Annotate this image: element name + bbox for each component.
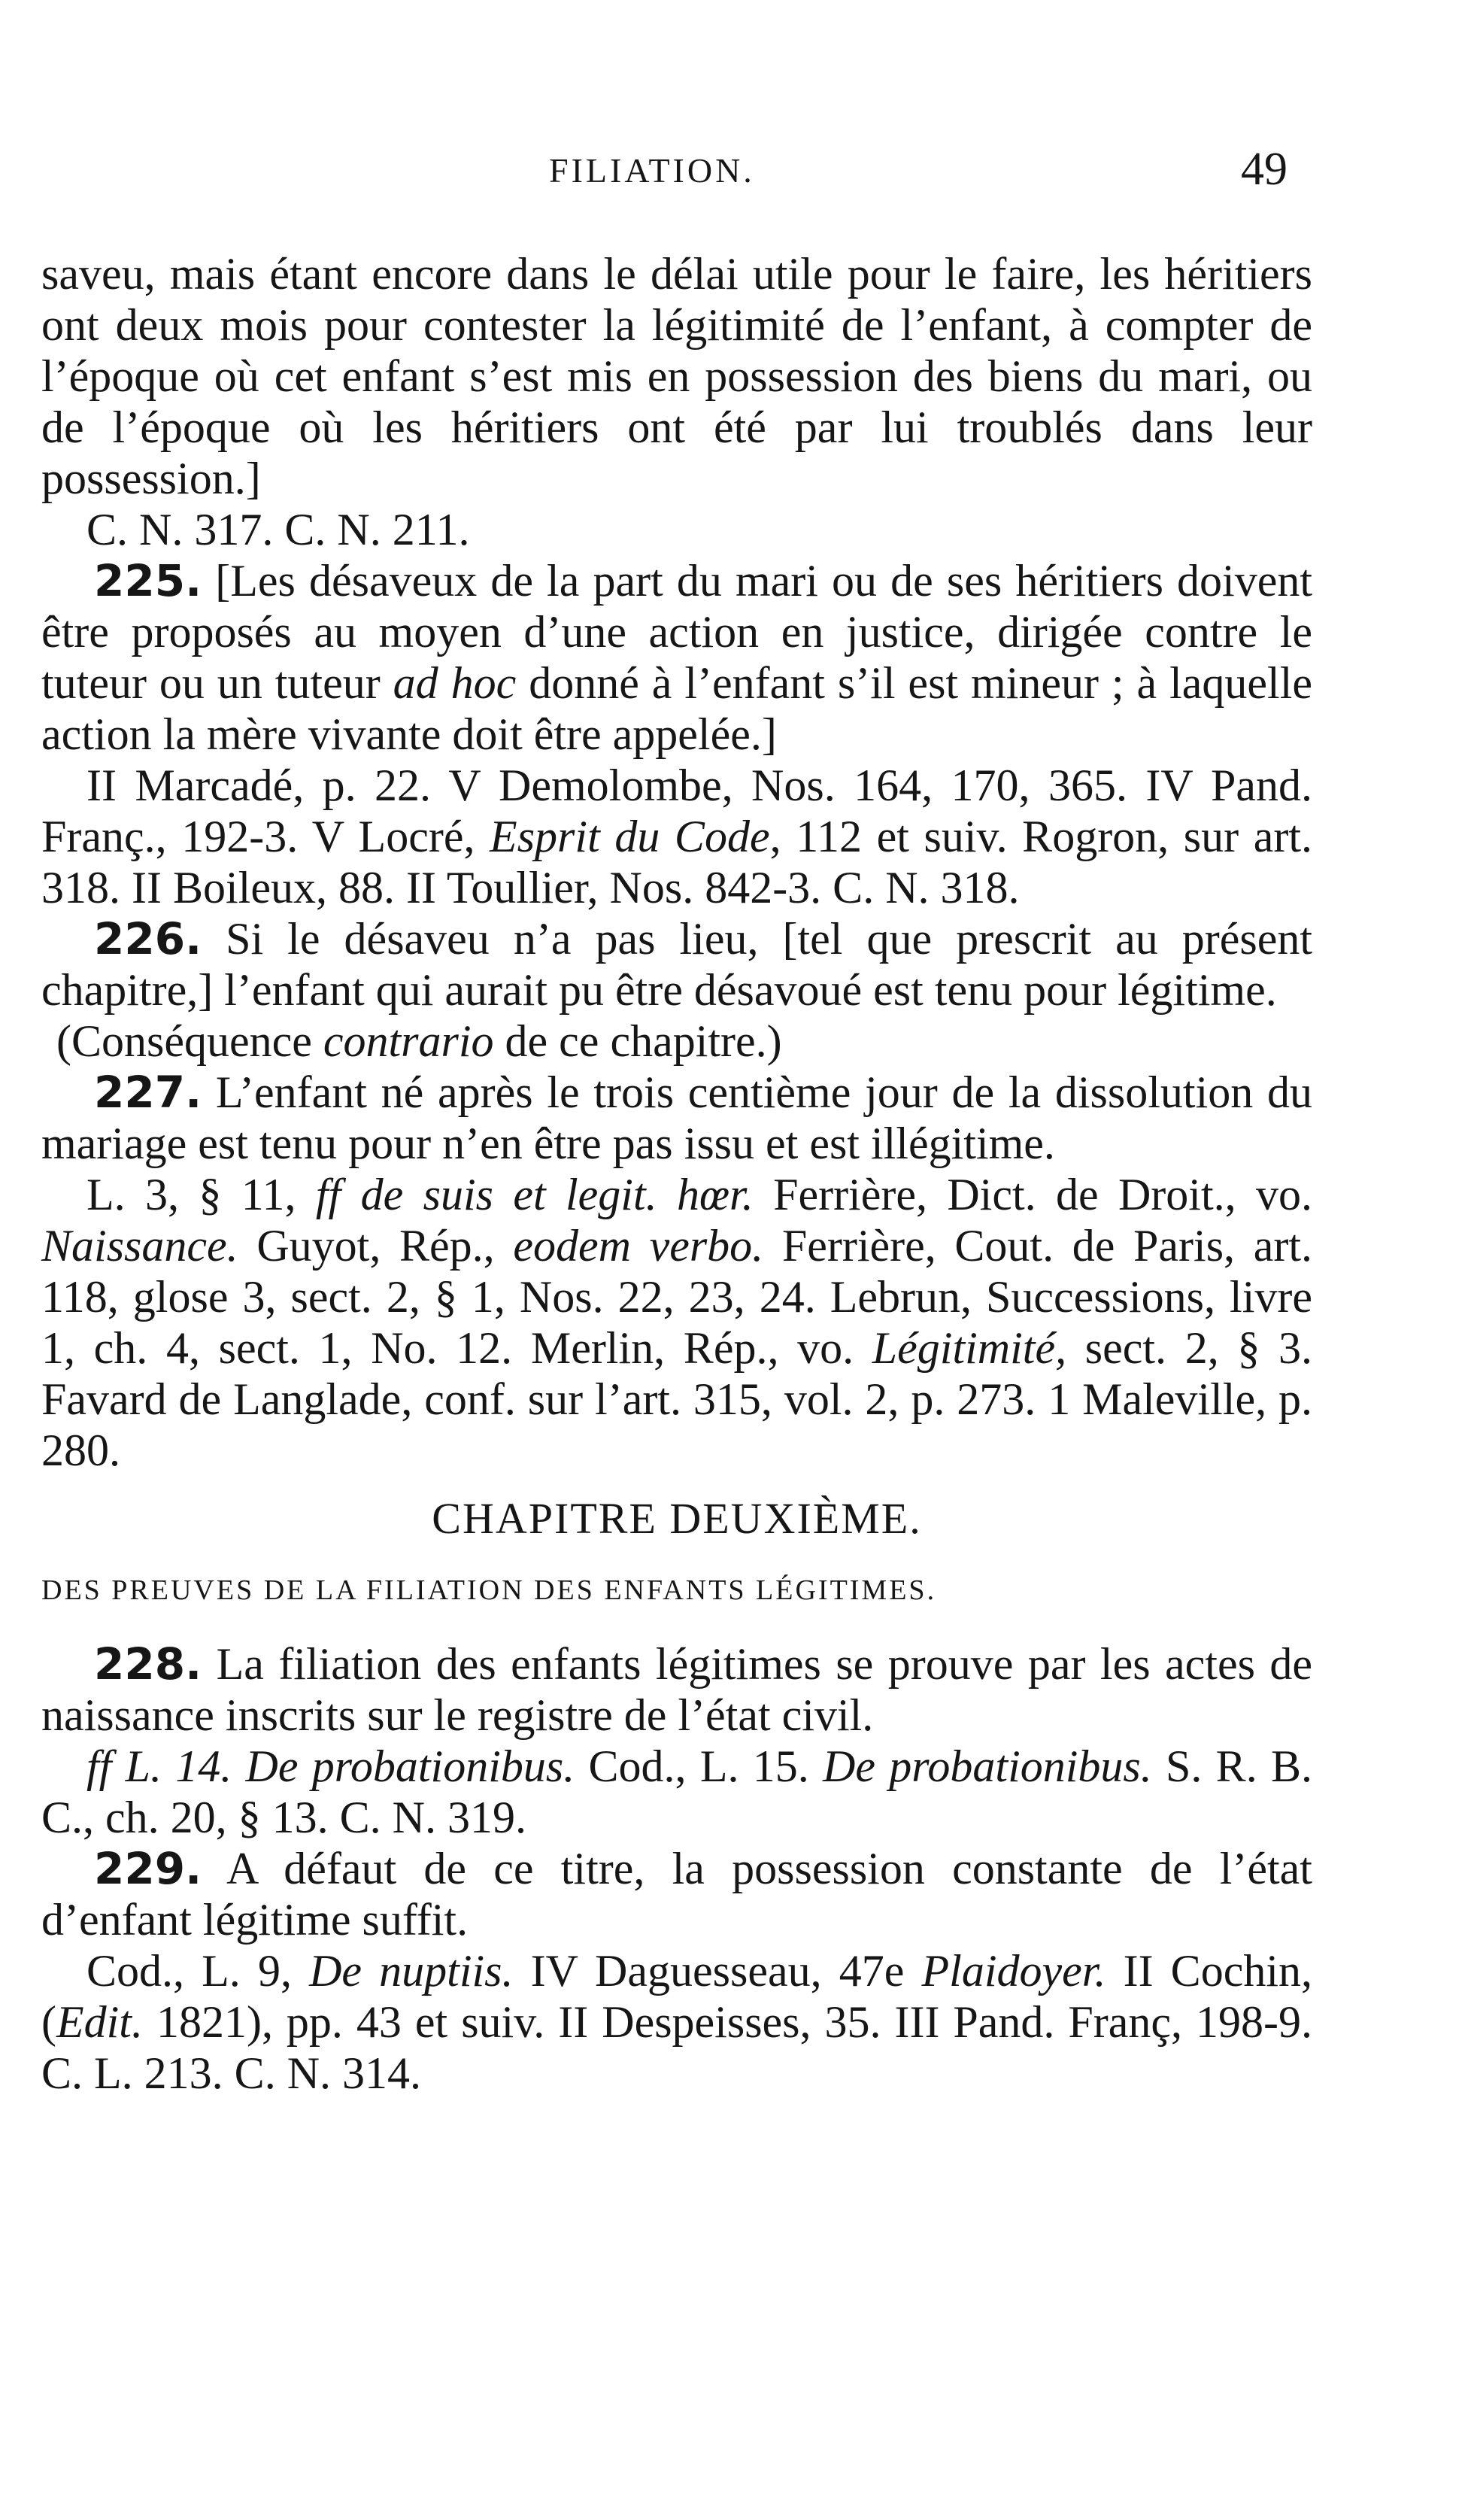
article-text: A défaut de ce titre, la possession constante de l’état d’enfant légitime suffit.	[41, 1844, 1312, 1945]
citation-text: Cod., L. 15.	[575, 1741, 823, 1791]
article-number: 228.	[94, 1638, 202, 1690]
citation-text: 1821), pp. 43 et suiv. II Despeisses, 35. III Pand. Franç, 198-9. C. L. 213. C. N. 314.	[41, 1997, 1312, 2098]
citation-text: II Marcadé, p. 22. V Demolombe, Nos. 164, 170, 365. IV Pand. Franç., 192-3. V Locré,	[41, 761, 1312, 861]
page-body	[41, 248, 1312, 2099]
article-226	[41, 913, 1312, 1016]
citation-italic: ff L. 14. De probationibus.	[86, 1741, 575, 1791]
citation-text: , 112 et suiv. Rogron, sur art. 318. II Boileux, 88. II Toullier, Nos. 842-3. C. N. 318.	[41, 812, 1312, 912]
article-number: 229.	[94, 1843, 202, 1894]
citation	[41, 1945, 1312, 2099]
citation-text: IV Daguesseau, 47e	[513, 1946, 922, 1996]
citation-italic: De nuptiis.	[309, 1946, 514, 1996]
citation-text: (Conséquence	[56, 1016, 323, 1066]
article-228	[41, 1638, 1312, 1741]
citation-text: Ferrière, Dict. de Droit., vo.	[753, 1170, 1312, 1219]
citation-italic: De probationibus.	[823, 1741, 1152, 1791]
article-229	[41, 1843, 1312, 1945]
article-number: 227.	[94, 1067, 202, 1118]
citation-text: sect. 2, § 3. Favard de Langlade, conf. sur l’art. 315, vol. 2, p. 273. 1 Maleville, p. 280.	[41, 1323, 1313, 1475]
citation-text: II Cochin, (	[41, 1946, 1313, 2047]
citation-text: de ce chapitre.)	[493, 1016, 782, 1066]
citation-italic: Plaidoyer.	[921, 1946, 1106, 1996]
page-number: 49	[1241, 144, 1288, 195]
article-text-italic: ad hoc	[393, 658, 517, 708]
chapter-subtitle: DES PREUVES DE LA FILIATION DES ENFANTS LÉGITIMES.	[41, 1574, 937, 1606]
article-225	[41, 555, 1312, 760]
citation	[41, 760, 1312, 913]
article-text: Si le désaveu n’a pas lieu, [tel que prescrit au présent chapitre,] l’enfant qui aurait pu être désavoué est tenu pour légitime.	[41, 914, 1313, 1015]
citation-italic: Légitimité,	[872, 1323, 1067, 1373]
citation-text: Guyot, Rép.,	[238, 1221, 514, 1271]
citation-text: L. 3, § 11,	[86, 1170, 316, 1219]
running-title: FILIATION.	[549, 151, 755, 190]
article-text: donné à l’enfant s’il est mineur ; à laquelle action la mère vivante doit être appelée.]	[41, 658, 1312, 759]
page-header	[0, 143, 1468, 203]
citation-text: S. R. B. C., ch. 20, § 13. C. N. 319.	[41, 1741, 1312, 1842]
citation	[41, 1169, 1312, 1476]
article-number: 225.	[94, 555, 202, 606]
citation-italic: contrario	[323, 1016, 494, 1066]
chapter-title: CHAPITRE DEUXIÈME.	[432, 1494, 922, 1543]
article-text: L’enfant né après le trois centième jour de la dissolution du mariage est tenu pour n’en être pas issu et est illégitime.	[41, 1067, 1312, 1168]
paragraph-continuation: saveu, mais étant encore dans le délai utile pour le faire, les héritiers ont deux mois pour contester la légitimité de l’enfant, à compter de l’époque où cet enfant s’est mis en possession des biens du mari, ou de l’époque où les héritiers ont été par lui troublés dans leur possession.]	[41, 249, 1312, 503]
citation-italic: eodem verbo.	[513, 1221, 764, 1271]
citation-text: Cod., L. 9,	[86, 1946, 310, 1996]
citation: C. N. 317. C. N. 211.	[86, 505, 470, 554]
citation-italic: Esprit du Code	[490, 812, 770, 861]
article-number: 226.	[94, 913, 202, 964]
article-text: La filiation des enfants légitimes se prouve par les actes de naissance inscrits sur le registre de l’état civil.	[41, 1639, 1313, 1740]
citation	[41, 1016, 1312, 1067]
citation-italic: ff de suis et legit. hœr.	[315, 1170, 754, 1219]
citation	[41, 1741, 1312, 1843]
citation-text: Ferrière, Cout. de Paris, art. 118, glose 3, sect. 2, § 1, Nos. 22, 23, 24. Lebrun, Successions, livre 1, ch. 4, sect. 1, No. 12. Merlin, Rép., vo.	[41, 1221, 1312, 1373]
citation-italic: Naissance.	[41, 1221, 238, 1271]
article-227	[41, 1067, 1312, 1169]
citation-italic: Edit.	[56, 1997, 143, 2047]
article-text: [Les désaveux de la part du mari ou de ses héritiers doivent être proposés au moyen d’une action en justice, dirigée contre le tuteur ou un tuteur	[41, 556, 1313, 708]
